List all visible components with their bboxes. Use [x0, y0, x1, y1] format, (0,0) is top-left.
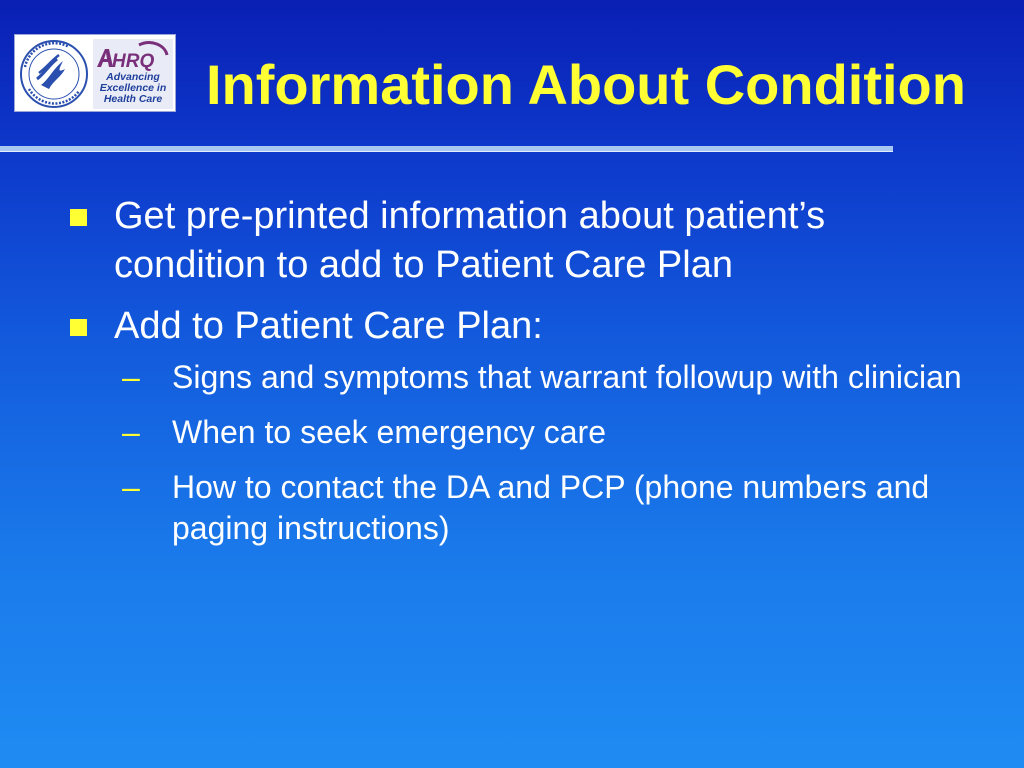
logo-panel — [14, 34, 176, 112]
dash-marker: – — [122, 359, 140, 395]
sub-bullet-item — [114, 467, 966, 549]
dash-marker: – — [122, 469, 140, 505]
slide-title: Information About Condition — [206, 53, 966, 116]
ahrq-tagline-line: Health Care — [103, 93, 163, 105]
sub-bullet-text: Signs and symptoms that warrant followup with clinician — [172, 359, 962, 395]
bullet-item — [66, 192, 966, 290]
square-bullet-icon — [70, 319, 87, 336]
sub-bullet-item — [114, 412, 966, 453]
svg-text:HRQ: HRQ — [112, 51, 155, 71]
sub-bullet-item — [114, 357, 966, 398]
ahrq-wordmark — [95, 41, 171, 71]
sub-bullet-text: How to contact the DA and PCP (phone numbers and paging instructions) — [172, 469, 930, 546]
ahrq-logo — [93, 39, 173, 109]
bullet-list — [66, 192, 966, 563]
square-bullet-icon — [70, 209, 87, 226]
ahrq-tagline-line: Excellence in — [99, 82, 167, 94]
hhs-seal-icon — [19, 39, 89, 109]
bullet-item — [66, 302, 966, 549]
bullet-text: Add to Patient Care Plan: — [114, 305, 543, 347]
ahrq-tagline — [93, 72, 173, 105]
bullet-text: Get pre-printed information about patient’s condition to add to Patient Care Plan — [114, 195, 826, 286]
sub-bullet-text: When to seek emergency care — [172, 414, 606, 450]
ahrq-tagline-line: Advancing — [106, 71, 160, 83]
title-divider — [0, 146, 893, 152]
sub-bullet-list — [114, 357, 966, 549]
dash-marker: – — [122, 414, 140, 450]
